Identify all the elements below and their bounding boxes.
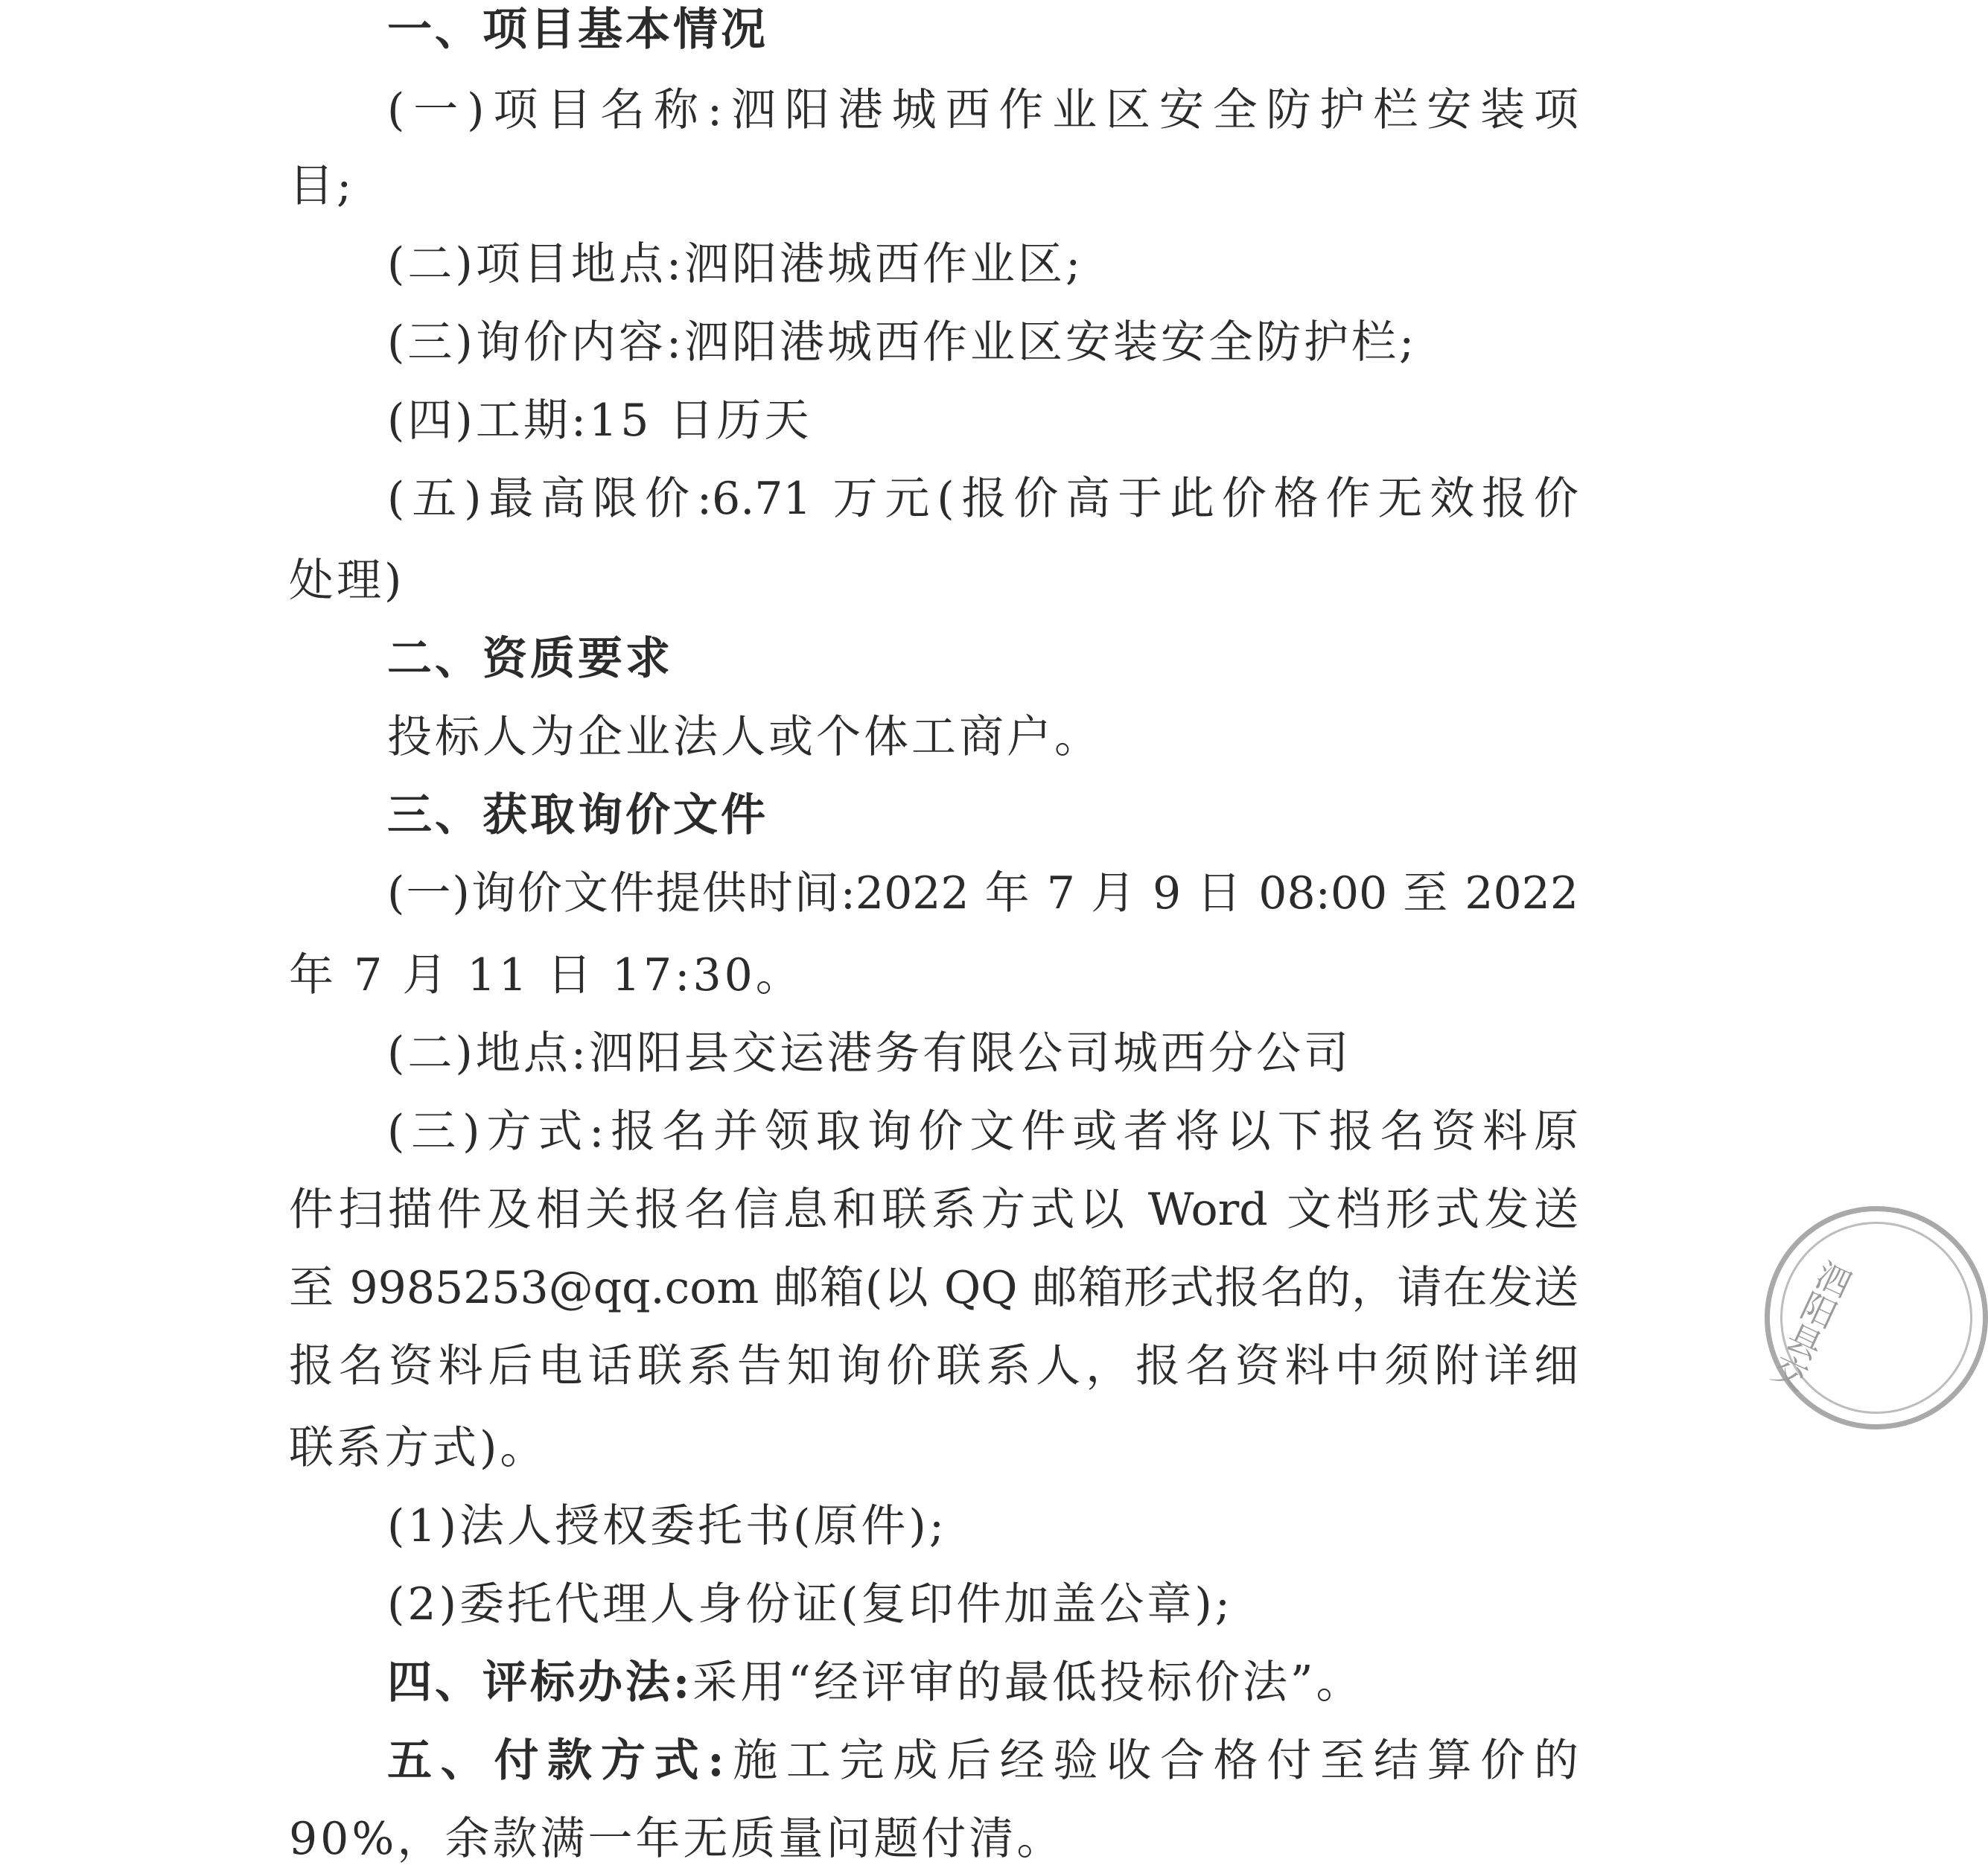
section-2-heading: 二、资质要求: [387, 633, 673, 685]
method-line-5: 联系方式)。: [289, 1422, 548, 1474]
evaluation-method-text: 采用“经评审的最低投标价法”。: [692, 1657, 1364, 1709]
method-line-4: 报名资料后电话联系告知询价联系人，报名资料中须附详细: [289, 1340, 1578, 1392]
inquiry-content: (三)询价内容:泗阳港城西作业区安装安全防护栏;: [387, 316, 1418, 369]
seal-text: 泗阳县交: [1762, 1254, 1858, 1395]
company-seal-stamp: [1762, 1206, 1988, 1429]
project-name-line-2: 目;: [289, 160, 355, 212]
price-limit-line-1: (五)最高限价:6.71 万元(报价高于此价格作无效报价: [387, 473, 1578, 525]
payment-method-line-1: [387, 1735, 1579, 1787]
required-item-2: (2)委托代理人身份证(复印件加盖公章);: [387, 1578, 1234, 1630]
qualification-text: 投标人为企业法人或个体工商户。: [387, 711, 1102, 763]
section-4-heading: 四、评标办法:: [387, 1657, 693, 1709]
document-place: (二)地点:泗阳县交运港务有限公司城西分公司: [387, 1027, 1352, 1080]
price-limit-line-2: 处理): [289, 555, 405, 607]
required-item-1: (1)法人授权委托书(原件);: [387, 1500, 948, 1552]
method-line-2: 件扫描件及相关报名信息和联系方式以 Word 文档形式发送: [289, 1184, 1578, 1236]
document-time-line-2: 年 7 月 11 日 17:30。: [289, 949, 803, 1001]
method-line-1: (三)方式:报名并领取询价文件或者将以下报名资料原: [387, 1106, 1578, 1158]
section-5-heading: 五、付款方式:: [387, 1735, 724, 1787]
payment-method-line-2: 90%，余款满一年无质量问题付清。: [289, 1813, 1065, 1865]
document-time-line-1: (一)询价文件提供时间:2022 年 7 月 9 日 08:00 至 2022: [387, 867, 1578, 919]
project-location: (二)项目地点:泗阳港城西作业区;: [387, 238, 1084, 290]
construction-period: (四)工期:15 日历天: [387, 395, 812, 447]
payment-method-text: 施工完成后经验收合格付至结算价的: [724, 1735, 1579, 1787]
section-3-heading: 三、获取询价文件: [387, 789, 768, 841]
project-name-line-1: (一)项目名称:泗阳港城西作业区安全防护栏安装项: [387, 84, 1578, 136]
method-line-3: 至 9985253@qq.com 邮箱(以 QQ 邮箱形式报名的，请在发送: [289, 1262, 1578, 1314]
section-1-heading: 一、项目基本情况: [387, 4, 768, 56]
evaluation-method: [387, 1657, 1364, 1709]
